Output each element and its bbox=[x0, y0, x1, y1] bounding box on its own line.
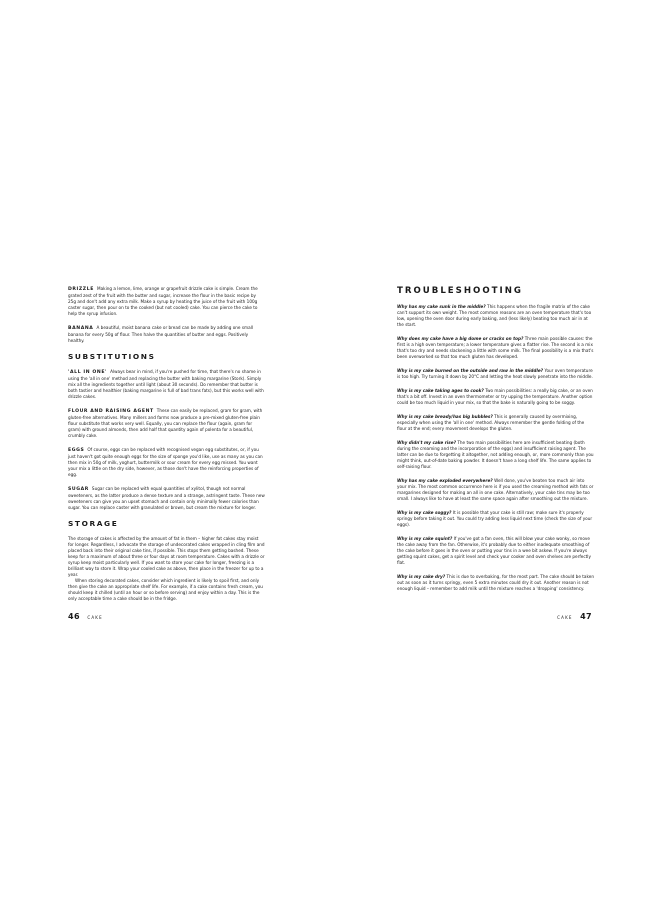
troubleshooting-question: Why has my cake exploded everywhere? bbox=[397, 478, 493, 483]
running-head-right: CAKE bbox=[557, 615, 573, 620]
storage-paragraph-2: When storing decorated cakes, consider which ingredient is likely to spoil first, and only then give the cake an appropriate shelf life. For example, if a cake contains fresh cream, you should keep it chilled (until an hour or so before serving) and enjoy within a day. This is the only acceptable time a cake should be in the fridge. bbox=[68, 578, 263, 601]
sugar-text: Sugar can be replaced with equal quantities of xylitol, though not normal sweeteners, as the latter produce a dense texture and a strange, astringent taste. These new sweeteners can give you an upset stomach and contain only minimally fewer calories than sugar. You can replace caster with granulated or brown, but cream the mixture for longer. bbox=[68, 486, 265, 510]
troubleshooting-heading: TROUBLESHOOTING bbox=[397, 286, 523, 296]
troubleshooting-question: Why is my cake squint? bbox=[397, 536, 453, 541]
eggs-lead: EGGS bbox=[68, 448, 85, 453]
all-in-one-text: Always bear in mind, if you're pushed for time, that there's no shame in using the 'all in one' method and replacing the butter with baking margarine (Stork). Simply mix all the ingredients together until light (about 30 seconds). Do remember that butter is both tastier and healthier (baking margarine is full of bad trans fats), but this works well with drizzle cakes. bbox=[68, 369, 264, 399]
troubleshooting-item bbox=[397, 414, 594, 432]
troubleshooting-question: Why is my cake burned on the outside and raw in the middle? bbox=[397, 368, 544, 373]
left-folio bbox=[68, 612, 103, 621]
troubleshooting-answer: Well done, you've beaten too much air into your mix. The most common occurrence here is if you used the creaming method with fats or margarines designed for making an all in one cake. Alternatively, your cake tins may be too small. I always like to have at least the same space again after smoothing out the mixture. bbox=[397, 478, 594, 501]
left-page bbox=[68, 286, 265, 602]
troubleshooting-item bbox=[397, 368, 594, 380]
flour-lead: FLOUR AND RAISING AGENT bbox=[68, 409, 154, 414]
troubleshooting-item bbox=[397, 388, 594, 406]
troubleshooting-question: Why is my cake bready/has big bubbles? bbox=[397, 414, 493, 419]
running-head-left: CAKE bbox=[87, 615, 103, 620]
substitutions-heading: SUBSTITUTIONS bbox=[68, 352, 156, 361]
right-folio bbox=[557, 612, 592, 621]
banana-paragraph bbox=[68, 325, 265, 344]
troubleshooting-item bbox=[397, 510, 594, 528]
troubleshooting-question: Why didn't my cake rise? bbox=[397, 440, 456, 445]
troubleshooting-item bbox=[397, 574, 594, 592]
sugar-paragraph bbox=[68, 486, 265, 511]
page-number-left: 46 bbox=[68, 612, 80, 621]
troubleshooting-item bbox=[397, 536, 594, 566]
flour-text: These can easily be replaced, gram for gram, with gluten-free alternatives. Many millers and farms now produce a pre-mixed gluten-free plain flour substitute that works very well. Equally, you can replace the flour (again, gram for gram) with ground almonds, then add half that quantity again of polenta for a beautiful, crumbly cake. bbox=[68, 408, 263, 438]
troubleshooting-answer: If you've got a fan oven, this will blow your cake wonky, so move the cake away from the fan. Otherwise, it's probably due to either inadequate smoothing of the cake before it goes in the oven or putting your tins in a wee bit askew. If you're always getting squint cakes, get a spirit level and check your cooker and oven shelves are perfectly flat. bbox=[397, 536, 591, 565]
eggs-text: Of course, eggs can be replaced with recognised vegan egg substitutes, or, if you just haven't got quite enough eggs for the size of sponge you'd like, use as many as you can then mix in 50g of milk, yoghurt, buttermilk or sour cream for every egg missed. You want your mix a little on the dry side, however, as those don't have the reinforcing properties of egg. bbox=[68, 447, 263, 477]
banana-lead: BANANA bbox=[68, 326, 94, 331]
troubleshooting-answer: Two main possibilities: a really big cake, or an oven that's a bit off. Invest in an oven thermometer or try upping the temperature. Another option could be too much liquid in your mix, so that the bake is naturally going to be soggy. bbox=[397, 388, 593, 405]
drizzle-paragraph bbox=[68, 286, 265, 317]
troubleshooting-answer: Your oven temperature is too high. Try turning it down by 20°C and letting the heat slowly penetrate into the middle. bbox=[397, 368, 593, 379]
sugar-lead: SUGAR bbox=[68, 487, 89, 492]
troubleshooting-answer: This is generally caused by overmixing, especially when using the 'all in one' method. Always remember the gentle folding of the flour at the end; every movement develops the gluten. bbox=[397, 414, 585, 431]
troubleshooting-answer: The two main possibilities here are insufficient beating (both during the creaming and the incorporation of the eggs) and insufficient raising agent. The latter can be due to forgetting it altogether, not adding enough, or, more commonly than you might think, out-of-date baking powder. It doesn't have a long shelf life. The same applies to self-raising flour. bbox=[397, 440, 594, 469]
storage-paragraph-1: The storage of cakes is affected by the amount of fat in them – higher fat cakes stay moist for longer. Regardless, I advocate the storage of undecorated cakes wrapped in cling film and placed back into their original cake tins, if possible. This stops them getting bashed. These keep for a maximum of about three or four days at room temperature. Cakes with a drizzle or syrup keep moist particularly well. If you want to store your cake for longer, freezing is a brilliant way to store it. Wrap your cooled cake as above, then place in the freezer for up to a year. bbox=[68, 536, 265, 577]
drizzle-lead: DRIZZLE bbox=[68, 287, 94, 292]
banana-text: A beautiful, moist banana cake or bread can be made by adding one small banana for every 50g of flour. Then halve the quantities of butter and eggs. Positively healthy. bbox=[68, 325, 253, 343]
storage-heading: STORAGE bbox=[68, 519, 119, 528]
troubleshooting-question: Why has my cake sunk in the middle? bbox=[397, 304, 486, 309]
eggs-paragraph bbox=[68, 447, 265, 478]
flour-paragraph bbox=[68, 408, 265, 439]
troubleshooting-item bbox=[397, 336, 594, 360]
troubleshooting-question: Why is my cake taking ages to cook? bbox=[397, 388, 484, 393]
troubleshooting-answer: This is due to overbaking, for the most part. The cake should be taken out as soon as it turns springy, even 5 extra minutes could dry it out. Another reason is not enough liquid – remember to add milk until the mixture reaches a 'dropping' consistency. bbox=[397, 574, 594, 591]
troubleshooting-item bbox=[397, 478, 594, 502]
page-number-right: 47 bbox=[580, 612, 592, 621]
troubleshooting-question: Why does my cake have a big dome or cracks on top? bbox=[397, 336, 524, 341]
troubleshooting-question: Why is my cake dry? bbox=[397, 574, 446, 579]
troubleshooting-item bbox=[397, 440, 594, 470]
troubleshooting-item bbox=[397, 304, 594, 328]
troubleshooting-question: Why is my cake soggy? bbox=[397, 510, 452, 515]
all-in-one-paragraph bbox=[68, 369, 265, 400]
all-in-one-lead: 'ALL IN ONE' bbox=[68, 370, 108, 375]
troubleshooting-list bbox=[397, 304, 594, 592]
troubleshooting-answer: It is possible that your cake is still raw; make sure it's properly springy before taking it out. You could try adding less liquid next time (check the size of your eggs). bbox=[397, 510, 593, 527]
troubleshooting-answer: This happens when the fragile matrix of the cake can't support its own weight. The most common reasons are an oven temperature that's too low, opening the oven door during early baking, and (less likely) beating too much air in at the start. bbox=[397, 304, 592, 327]
right-page bbox=[397, 286, 594, 600]
drizzle-text: Making a lemon, lime, orange or grapefruit drizzle cake is simple. Cream the grated zest of the fruit with the butter and sugar, increase the flour in the basic recipe by 25g and don't add any extra milk. Make a syrup by heating the juice of the fruit with 100g caster sugar, then pour on to the cooked (but not cooled) cake. You can pierce the cake to help the syrup infusion. bbox=[68, 286, 258, 316]
troubleshooting-answer: Three main possible causes: the first is a high oven temperature; a lower temperature gives a flatter rise. The second is a mix that's too dry and needs slackening a little with some milk. The final possibility is a mix that's been overworked so that too much gluten has developed. bbox=[397, 336, 594, 359]
